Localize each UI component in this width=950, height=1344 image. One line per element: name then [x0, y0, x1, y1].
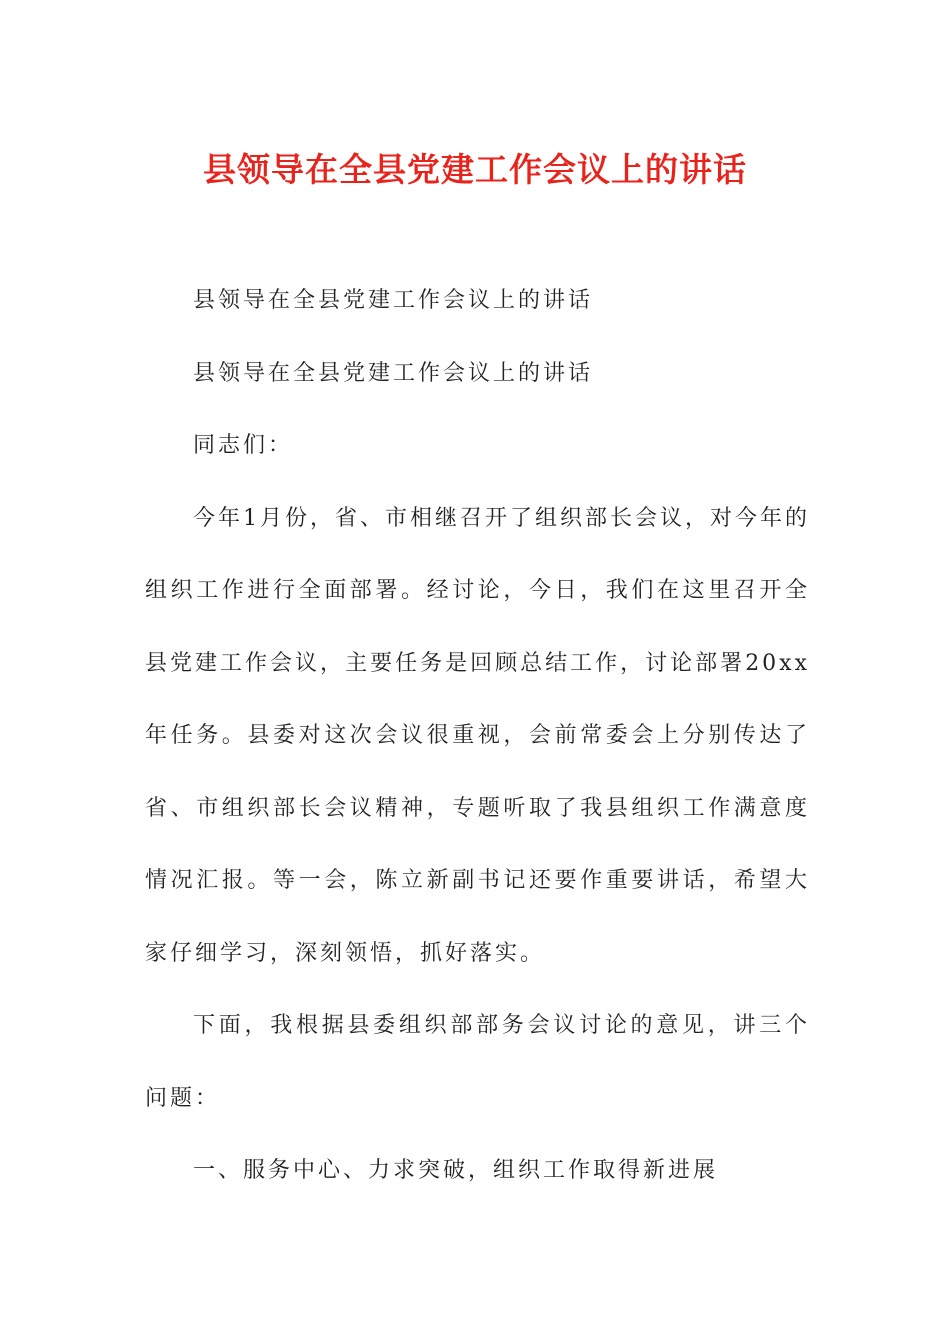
page-title: 县领导在全县党建工作会议上的讲话: [203, 150, 747, 189]
paragraph-salutation: 同志们：: [193, 433, 294, 458]
document-body: [145, 265, 810, 1208]
paragraph-heading-repeat-2: 县领导在全县党建工作会议上的讲话: [193, 360, 594, 386]
paragraph-heading-repeat-1: 县领导在全县党建工作会议上的讲话: [193, 288, 594, 313]
paragraph-outline: 下面，我根据县委组织部部务会议讨论的意见，讲三个问题：: [145, 1013, 810, 1111]
paragraph-intro: 今年1月份，省、市相继召开了组织部长会议，对今年的组织工作进行全面部署。经讨论，今日，我们在这里召开全县党建工作会议，主要任务是回顾总结工作，讨论部署20xx年任务。县委对这次会议很重视，会前常委会上分别传达了省、市组织部长会议精神，专题听取了我县组织工作满意度情况汇报。等一会，陈立新副书记还要作重要讲话，希望大家仔细学习，深刻领悟，抓好落实。: [145, 505, 810, 966]
paragraph-section-one-heading: 一、服务中心、力求突破，组织工作取得新进展: [193, 1158, 719, 1183]
